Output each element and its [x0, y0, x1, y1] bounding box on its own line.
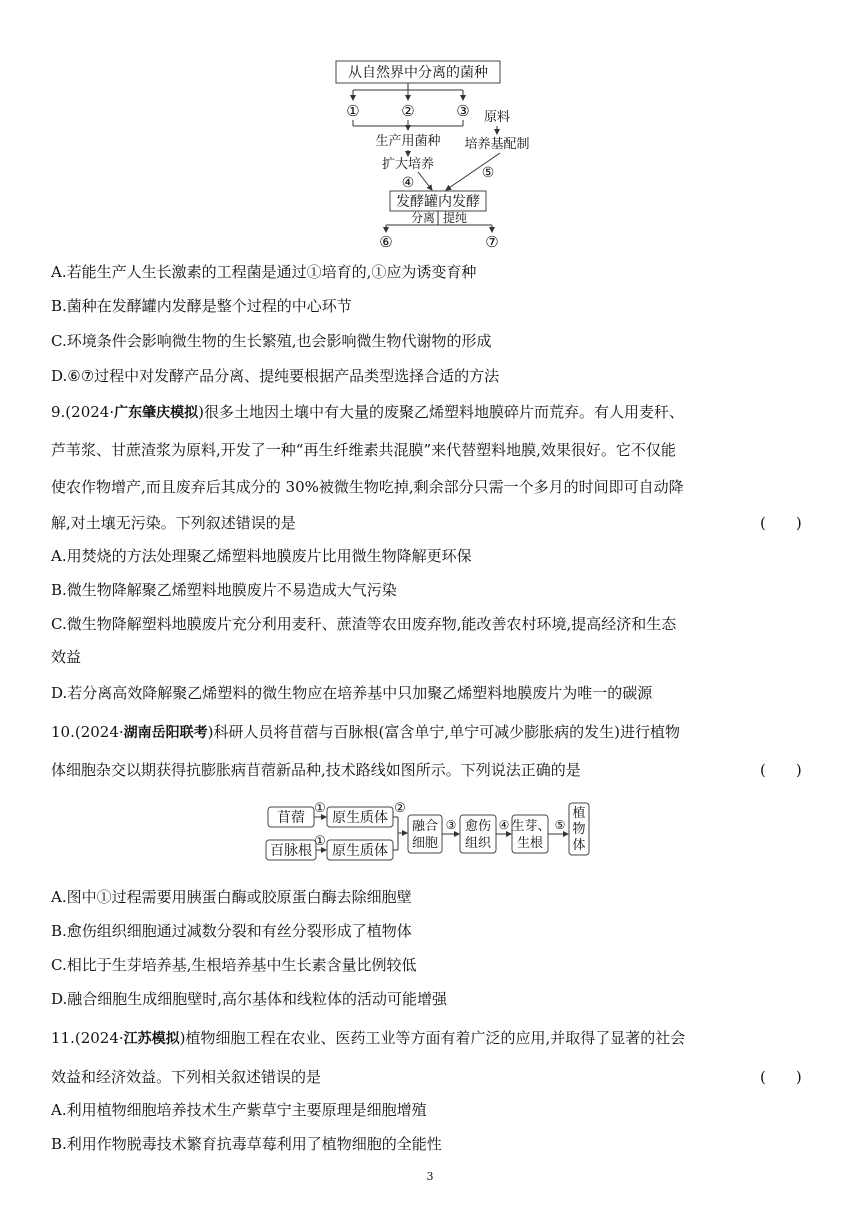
- q9-answer-bracket: ( ): [760, 514, 802, 532]
- q9-option-c-line-1: C.微生物降解塑料地膜废片充分利用麦秆、蔗渣等农田废弃物,能改善农村环境,提高经济和生态: [51, 615, 677, 633]
- q11-option-b: B.利用作物脱毒技术繁育抗毒草莓利用了植物细胞的全能性: [51, 1135, 442, 1153]
- protoplast-1-label: 原生质体: [332, 810, 388, 826]
- q11-option-a: A.利用植物细胞培养技术生产紫草宁主要原理是细胞增殖: [51, 1101, 427, 1119]
- q9-option-b: B.微生物降解聚乙烯塑料地膜废片不易造成大气污染: [51, 581, 397, 599]
- fermentation-tank-label: 发酵罐内发酵: [396, 194, 480, 210]
- plant-body-label-1: 植: [572, 806, 586, 821]
- production-strain-label: 生产用菌种: [375, 134, 441, 149]
- step-1-label: ①: [346, 102, 360, 120]
- q11-stem-text-1: )植物细胞工程在农业、医药工业等方面有着广泛的应用,并取得了显著的社会: [179, 1029, 686, 1047]
- q10-option-c: C.相比于生芽培养基,生根培养基中生长素含量比例较低: [51, 956, 417, 974]
- q9-stem-text-1: )很多土地因土壤中有大量的废聚乙烯塑料地膜碎片而荒弃。有人用麦秆、: [198, 403, 684, 421]
- q10-answer-bracket: ( ): [760, 761, 802, 779]
- step-5-label: ⑤: [481, 165, 495, 181]
- protoplast-2-label: 原生质体: [332, 843, 388, 859]
- page-number: 3: [426, 1170, 434, 1183]
- q9-option-a: A.用焚烧的方法处理聚乙烯塑料地膜废片比用微生物降解更环保: [51, 547, 472, 565]
- q9-stem-line-1: [51, 402, 684, 423]
- fused-cell-label-1: 融合: [411, 819, 439, 834]
- step-2-label: ②: [394, 801, 406, 816]
- plant-body-label-2: 物: [572, 822, 586, 837]
- q8-option-a: A.若能生产人生长激素的工程菌是通过①培育的,①应为诱变育种: [51, 263, 477, 281]
- step-2-label: ②: [401, 102, 415, 120]
- q9-option-c-line-2: 效益: [51, 648, 82, 666]
- source-strain-label: 从自然界中分离的菌种: [348, 65, 488, 81]
- step-3-label: ③: [456, 102, 470, 120]
- q10-number: 10.(2024·: [51, 723, 124, 741]
- fermentation-flowchart: [0, 0, 860, 260]
- q9-number: 9.(2024·: [51, 403, 115, 421]
- plant-body-label-3: 体: [572, 838, 586, 853]
- q8-option-b: B.菌种在发酵罐内发酵是整个过程的中心环节: [51, 297, 352, 315]
- q10-option-b: B.愈伤组织细胞通过减数分裂和有丝分裂形成了植物体: [51, 922, 412, 940]
- step-3-label: ③: [445, 818, 457, 832]
- bud-root-label-2: 生根: [516, 836, 544, 851]
- fused-cell-label-2: 细胞: [411, 836, 439, 851]
- bud-root-label-1: 生芽、: [511, 819, 551, 834]
- step-5-label: ⑤: [554, 818, 566, 832]
- q8-option-d: D.⑥⑦过程中对发酵产品分离、提纯要根据产品类型选择合适的方法: [51, 367, 500, 385]
- step-7-label: ⑦: [485, 233, 499, 251]
- separate-label: 分离: [410, 211, 436, 225]
- callus-label-1: 愈伤: [464, 819, 492, 834]
- q11-number: 11.(2024·: [51, 1029, 124, 1047]
- plant-1-label: 苜蓿: [277, 810, 305, 826]
- q11-source: 江苏模拟: [123, 1031, 180, 1047]
- plant-2-label: 百脉根: [270, 843, 312, 859]
- raw-material-label: 原料: [483, 110, 511, 125]
- q10-option-d: D.融合细胞生成细胞壁时,高尔基体和线粒体的活动可能增强: [51, 990, 448, 1008]
- step-1-bottom-label: ①: [314, 834, 326, 849]
- step-1-top-label: ①: [314, 801, 326, 816]
- expand-culture-label: 扩大培养: [381, 157, 435, 172]
- q11-answer-bracket: ( ): [760, 1068, 802, 1086]
- q10-stem-line-2: 体细胞杂交以期获得抗膨胀病苜蓿新品种,技术路线如图所示。下列说法正确的是: [51, 761, 581, 779]
- q11-stem-line-2: 效益和经济效益。下列相关叙述错误的是: [51, 1068, 322, 1086]
- somatic-hybridization-flowchart: [0, 795, 860, 870]
- purify-label: 提纯: [442, 211, 468, 225]
- medium-preparation-label: 培养基配制: [464, 137, 530, 152]
- q9-source: 广东肇庆模拟: [114, 405, 199, 421]
- q9-stem-line-2: 芦苇浆、甘蔗渣浆为原料,开发了一种“再生纤维素共混膜”来代替塑料地膜,效果很好。它不仅能: [51, 441, 676, 459]
- q10-stem-line-1: [51, 722, 680, 743]
- q9-option-d: D.若分离高效降解聚乙烯塑料的微生物应在培养基中只加聚乙烯塑料地膜废片为唯一的碳源: [51, 684, 653, 702]
- step-4-label: ④: [498, 818, 510, 832]
- step-6-label: ⑥: [379, 233, 393, 251]
- q9-stem-line-3: 使农作物增产,而且废弃后其成分的 30%被微生物吃掉,剩余部分只需一个多月的时间即可自动降: [51, 478, 684, 496]
- callus-label-2: 组织: [464, 836, 492, 851]
- step-4-label: ④: [401, 175, 415, 191]
- q8-option-c: C.环境条件会影响微生物的生长繁殖,也会影响微生物代谢物的形成: [51, 332, 492, 350]
- q9-stem-line-4: 解,对土壤无污染。下列叙述错误的是: [51, 514, 296, 532]
- q10-source: 湖南岳阳联考: [123, 725, 208, 741]
- q10-option-a: A.图中①过程需要用胰蛋白酶或胶原蛋白酶去除细胞壁: [51, 888, 412, 906]
- q11-stem-line-1: [51, 1028, 685, 1049]
- q10-stem-text-1: )科研人员将苜蓿与百脉根(富含单宁,单宁可减少膨胀病的发生)进行植物: [207, 723, 680, 741]
